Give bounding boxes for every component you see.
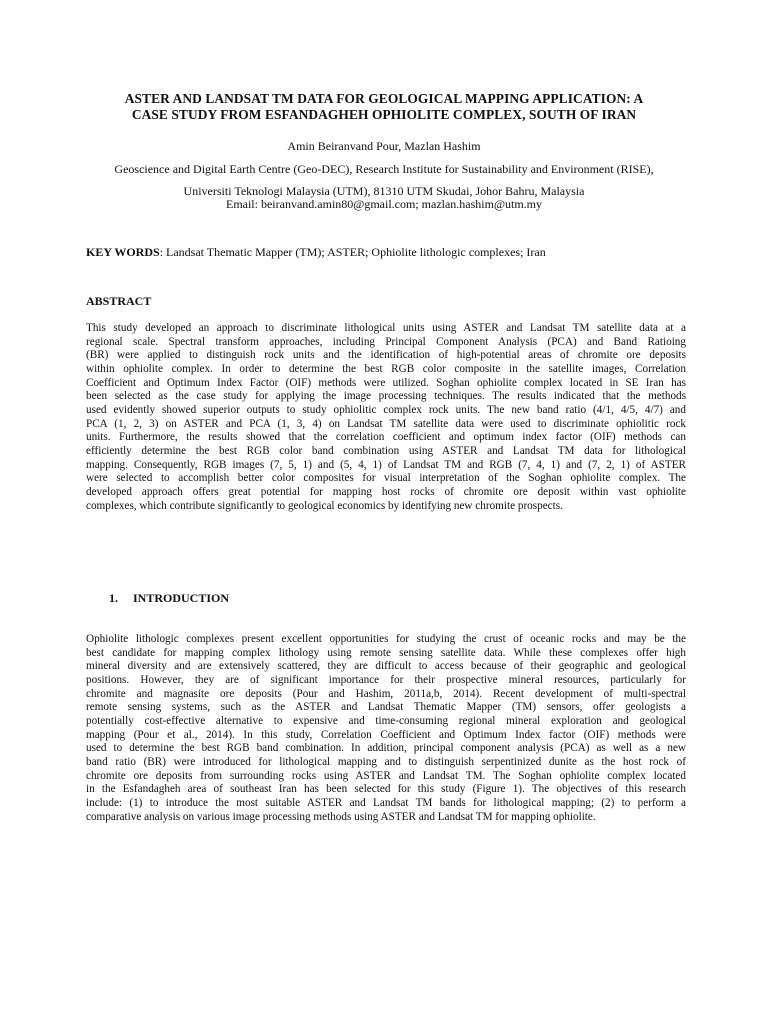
abstract-line: units. Furthermore, the results showed that the correlation coefficient and optimum index factor (OIF) methods can [86, 431, 686, 444]
intro-line: potentially cost-effective alternative to expensive and time-consuming regional mineral exploration and geological [86, 714, 686, 727]
abstract-line: (BR) were applied to distinguish rock units and the identification of high-potential areas of chromite ore deposits [86, 349, 686, 362]
intro-line: Ophiolite lithologic complexes present excellent opportunities for studying the crust of oceanic rocks and may be the [86, 633, 686, 645]
intro-line: chromite ore deposits from surrounding rocks using ASTER and Landsat TM. The Soghan ophiolite complex located [86, 769, 686, 782]
abstract-line: developed approach offers great potential for mapping host rocks of chromite ore deposit within vast ophiolite [86, 485, 686, 498]
abstract-line: mapping. Consequently, RGB images (7, 5, 1) and (5, 4, 1) of Landsat TM and RGB (7, 4, 1) and (7, 2, 1) of ASTER [86, 458, 686, 471]
intro-line: remote sensing systems, such as the ASTER and Landsat Thematic Mapper (TM) sensors, offer geologists a [86, 701, 686, 714]
abstract-line: used evidently showed superior outputs to study ophiolitic complex rock units. The new band ratio (4/1, 4/5, 4/7) and [86, 403, 686, 416]
author-list: Amin Beiranvand Pour, Mazlan Hashim [287, 139, 481, 153]
intro-line: mineral diversity and are extensively scattered, they are difficult to access because of their geographic and geological [86, 660, 686, 673]
abstract-line: been selected as the case study for applying the image processing techniques. The results indicated that the methods [86, 390, 686, 403]
section-title: INTRODUCTION [133, 591, 230, 605]
intro-line: positions. However, they are of significant importance for their prospective mineral resources, particularly for [86, 673, 686, 686]
introduction-paragraph [86, 633, 686, 824]
intro-line: best candidate for mapping complex lithology using remote sensing satellite data. While these complexes offer high [86, 646, 686, 659]
abstract-line: efficiently determine the best RGB color band combination using ASTER and Landsat TM data for lithological [86, 444, 686, 457]
keywords-label: KEY WORDS [86, 245, 160, 259]
affiliation-line-2: Universiti Teknologi Malaysia (UTM), 81310 UTM Skudai, Johor Bahru, Malaysia [183, 184, 585, 198]
abstract-line: PCA (1, 2, 3) on ASTER and PCA (1, 3, 4) on Landsat TM satellite data were used to discriminate ophiolitic rock [86, 417, 686, 430]
abstract-heading: ABSTRACT [86, 294, 152, 308]
introduction-heading [109, 591, 229, 605]
intro-line: include: (1) to introduce the most suitable ASTER and Landsat TM bands for lithological mapping; (2) to perform a [86, 796, 686, 809]
keywords-text: : Landsat Thematic Mapper (TM); ASTER; Ophiolite lithologic complexes; Iran [159, 245, 546, 259]
abstract-line: Coefficient and Optimum Index Factor (OIF) methods were utilized. Soghan ophiolite complex located in SE Iran has [86, 376, 686, 389]
intro-line: mapping (Pour et al., 2014). In this study, Correlation Coefficient and Optimum Index factor (OIF) methods were [86, 728, 686, 741]
intro-line: used to determine the best RGB band combination. In addition, principal component analysis (PCA) as well as a new [86, 742, 686, 755]
intro-line: comparative analysis on various image processing methods using ASTER and Landsat TM for mapping ophiolite. [86, 810, 596, 823]
abstract-line: This study developed an approach to discriminate lithological units using ASTER and Landsat TM satellite data at a [86, 322, 686, 334]
intro-line: band ratio (BR) were introduced for lithological mapping and to distinguish serpentinized dunite as the host rock of [86, 755, 686, 768]
title-line-1: ASTER AND LANDSAT TM DATA FOR GEOLOGICAL MAPPING APPLICATION: A [124, 91, 644, 106]
abstract-line: were selected to accomplish better color composites for visual interpretation of the Soghan ophiolite complex. The [86, 472, 686, 485]
abstract-line: within ophiolite complex. In order to determine the best RGB color composite in the satellite images, Correlation [86, 362, 686, 375]
affiliation-line-1: Geoscience and Digital Earth Centre (Geo-DEC), Research Institute for Sustainability and Environment (RISE), [114, 162, 654, 176]
abstract-paragraph [86, 322, 686, 513]
paper-title [70, 91, 698, 123]
keywords [86, 245, 686, 259]
section-number: 1. [109, 591, 118, 605]
title-line-2: CASE STUDY FROM ESFANDAGHEH OPHIOLITE COMPLEX, SOUTH OF IRAN [131, 107, 637, 122]
abstract-line: regional scale. Spectral transform approaches, including Principal Component Analysis (PCA) and Band Ratioing [86, 335, 686, 348]
abstract-line: complexes, which contribute significantly to geological economics by identifying new chromite prospects. [86, 499, 563, 512]
intro-line: in the Esfandagheh area of southeast Iran has been selected for this study (Figure 1). The objectives of this research [86, 783, 686, 796]
contact-email-line: Email: beiranvand.amin80@gmail.com; mazlan.hashim@utm.my [225, 197, 543, 211]
intro-line: chromite and magnasite ore deposits (Pour and Hashim, 2011a,b, 2014). Recent development of multi-spectral [86, 687, 686, 700]
